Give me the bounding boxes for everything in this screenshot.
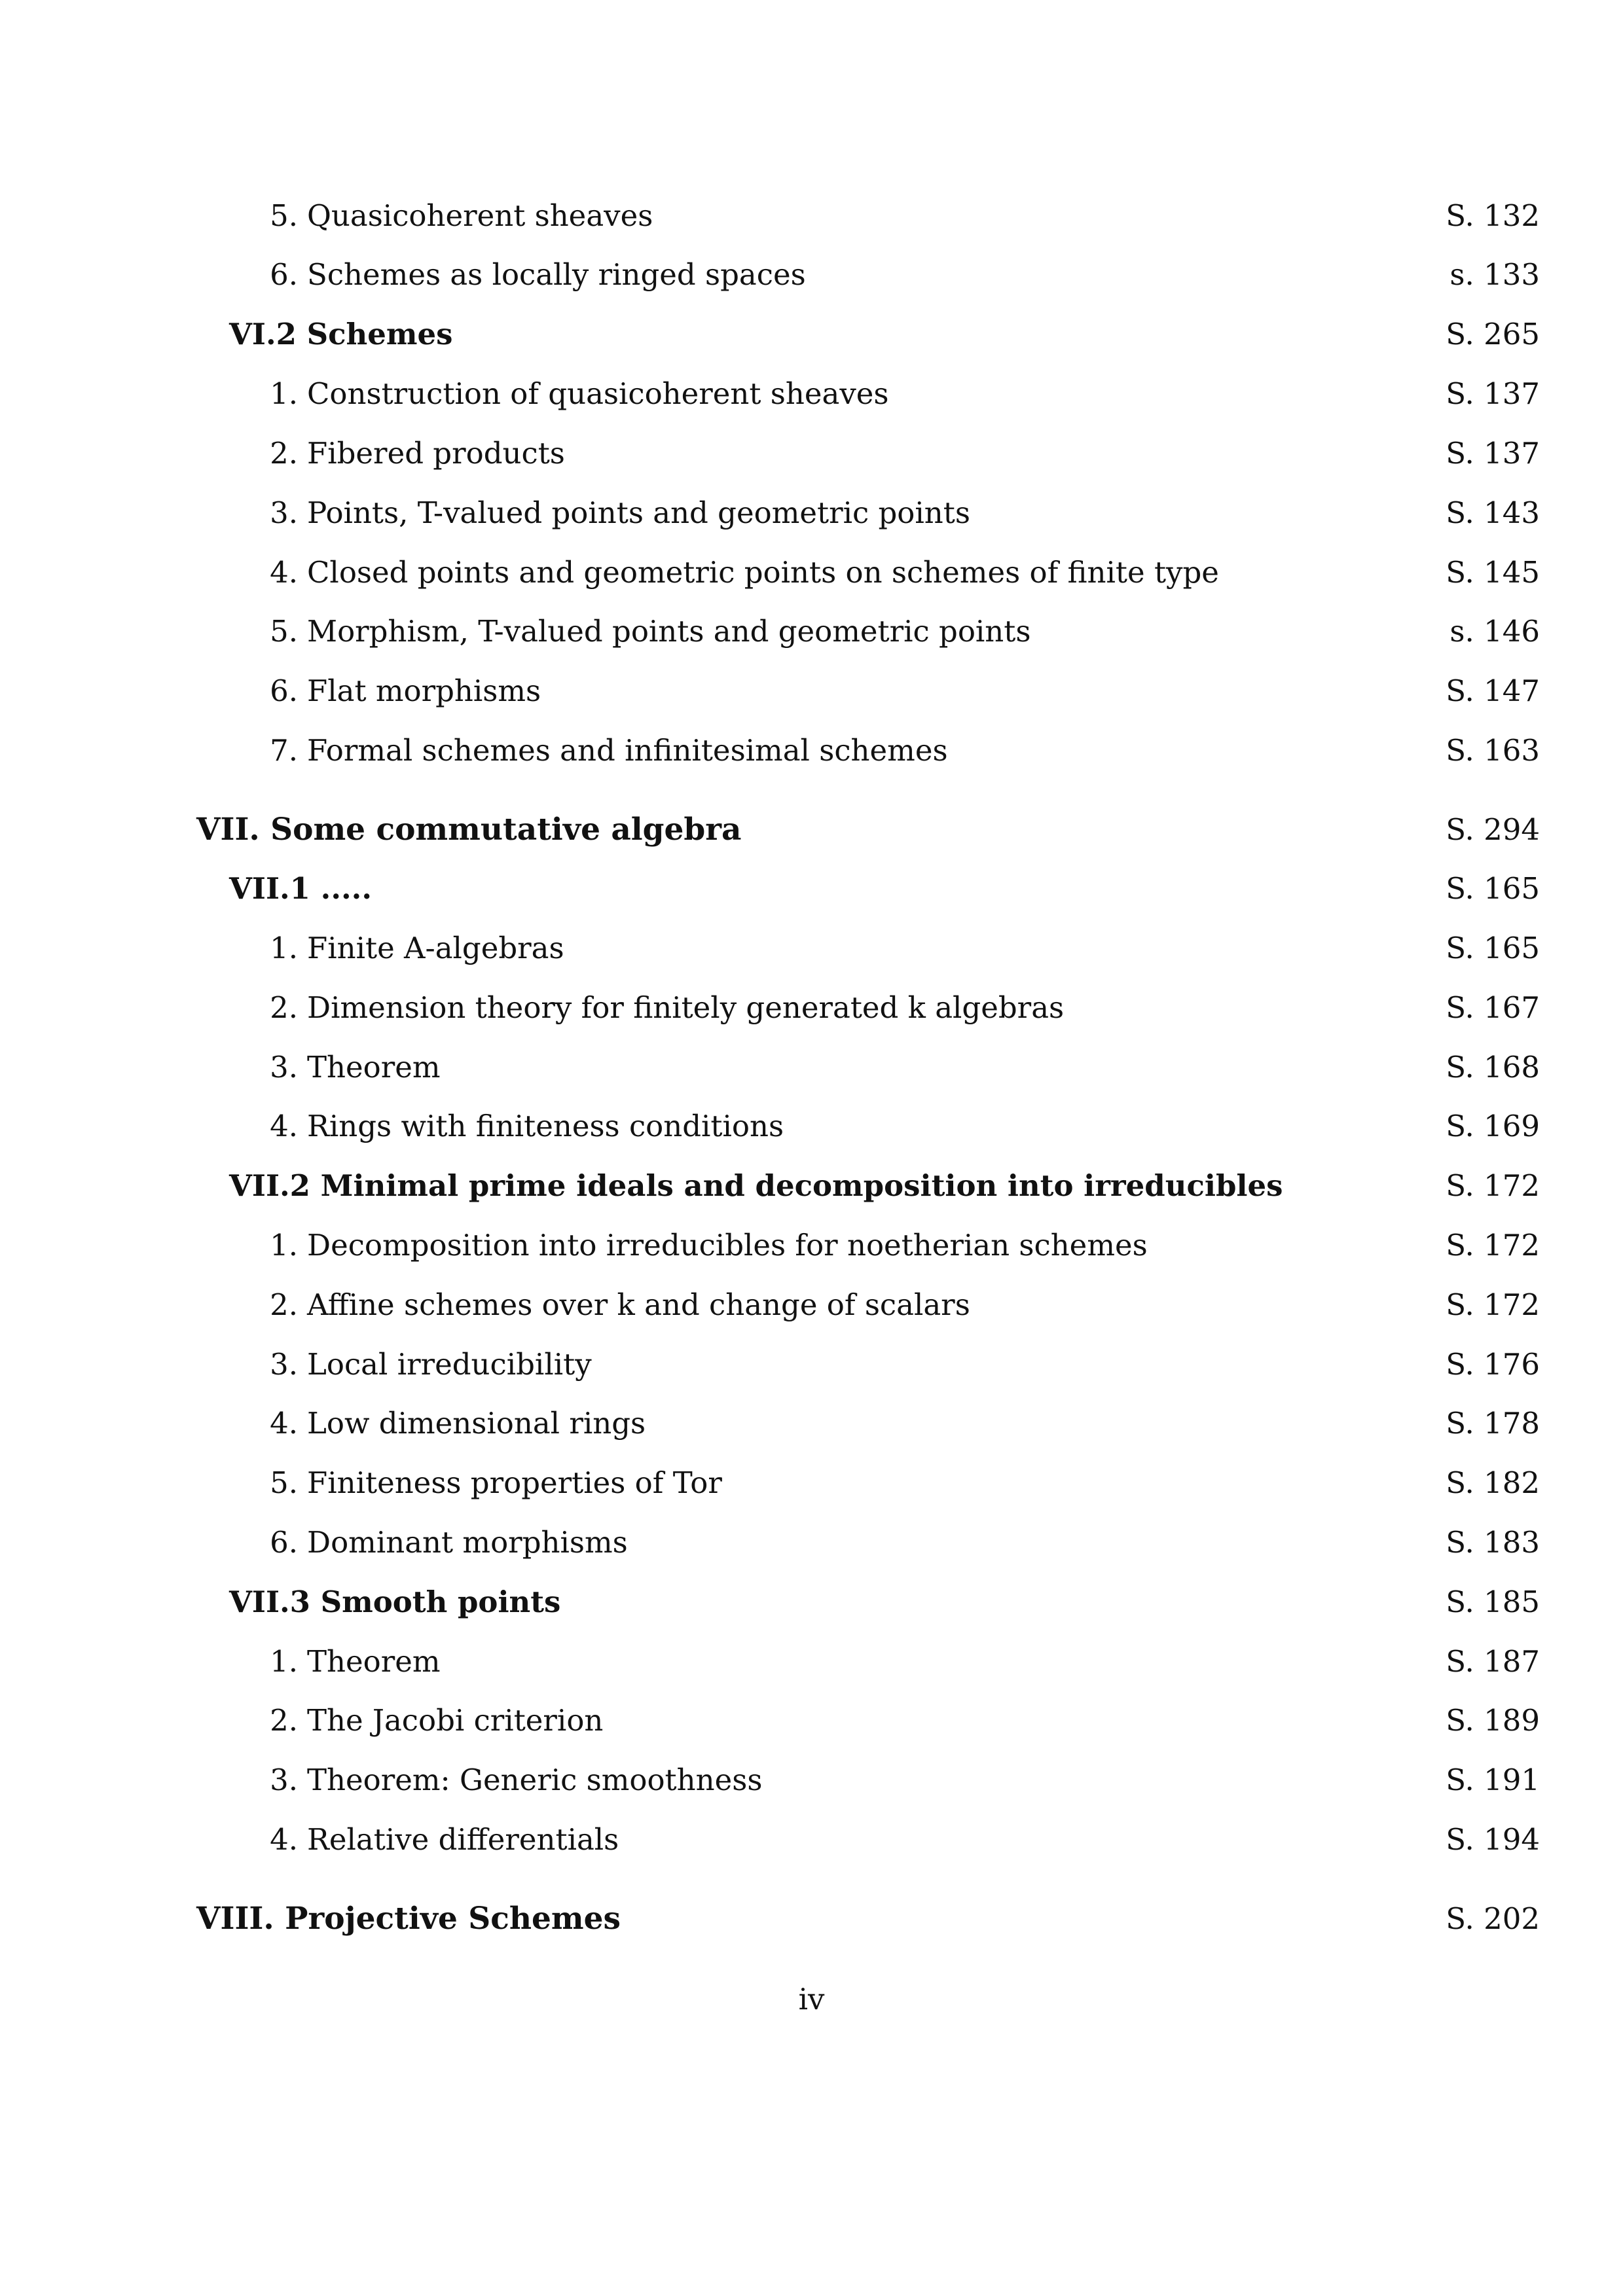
toc-entry-item [0, 543, 1623, 602]
toc-entry-section [0, 305, 1623, 364]
toc-entry-item [0, 721, 1623, 780]
toc-entry-title: Formal schemes and infinitesimal schemes [307, 733, 948, 768]
toc-entry-page: S. 172 [1446, 1168, 1540, 1203]
toc-entry-item [0, 978, 1623, 1037]
toc-entry-number: 4. [270, 1406, 298, 1441]
toc-entry-item [0, 1038, 1623, 1097]
toc-entry-item [0, 1335, 1623, 1394]
toc-entry-title: Morphism, T-valued points and geometric points [307, 614, 1031, 649]
toc-entry-page: S. 168 [1446, 1050, 1540, 1085]
toc-entry-item [0, 1810, 1623, 1869]
toc-entry-label [259, 662, 541, 721]
toc-entry-page: S. 137 [1446, 376, 1540, 411]
toc-entry-number: 5. [270, 614, 298, 649]
toc-entry-page: S. 143 [1446, 495, 1540, 530]
toc-entry-page: S. 202 [1446, 1901, 1540, 1936]
toc-entry-label [259, 365, 889, 423]
toc-entry-page: S. 137 [1446, 436, 1540, 471]
toc-entry-title: Flat morphisms [307, 673, 541, 708]
toc-entry-label [259, 1751, 762, 1810]
toc-entry-number: 3. [270, 495, 298, 530]
toc-entry-label [259, 1038, 441, 1097]
toc-entry-title: VII.3 Smooth points [229, 1585, 561, 1619]
toc-entry-title: Dominant morphisms [307, 1525, 628, 1560]
toc-entry-label [259, 484, 970, 543]
toc-entry-label [259, 187, 653, 245]
toc-entry-title: Schemes as locally ringed spaces [307, 257, 806, 292]
toc-entry-page: S. 165 [1446, 931, 1540, 965]
toc-entry-page: S. 165 [1446, 871, 1540, 906]
toc-entry-number: 1. [270, 376, 298, 411]
toc-entry-page: S. 187 [1446, 1644, 1540, 1679]
toc-entry-number: 1. [270, 1228, 298, 1263]
toc-entry-item [0, 424, 1623, 483]
toc-entry-page: S. 191 [1446, 1763, 1540, 1797]
toc-entry-label [229, 1157, 1283, 1215]
toc-entry-page: S. 265 [1446, 317, 1540, 351]
toc-entry-number: 1. [270, 931, 298, 965]
toc-entry-number: 6. [270, 257, 298, 292]
toc-entry-chapter [0, 800, 1623, 859]
toc-entry-page: S. 147 [1446, 673, 1540, 708]
toc-entry-label [259, 1097, 784, 1156]
toc-entry-number: 1. [270, 1644, 298, 1679]
toc-entry-page: S. 194 [1446, 1822, 1540, 1857]
toc-entry-label [259, 1513, 628, 1572]
toc-entry-page: S. 178 [1446, 1406, 1540, 1441]
toc-entry-section [0, 859, 1623, 918]
toc-entry-item [0, 1513, 1623, 1572]
toc-entry-title: Relative differentials [307, 1822, 619, 1857]
toc-entry-item [0, 365, 1623, 423]
toc-entry-title: Low dimensional rings [307, 1406, 646, 1441]
toc-entry-chapter [0, 1890, 1623, 1948]
toc-entry-title: Theorem [307, 1644, 441, 1679]
toc-entry-number: 2. [270, 990, 298, 1025]
toc-entry-title: Affine schemes over k and change of scalars [307, 1287, 970, 1322]
toc-entry-label [259, 1276, 970, 1335]
toc-entry-item [0, 919, 1623, 978]
toc-entry-title: Local irreducibility [307, 1347, 592, 1382]
toc-entry-title: VII. Some commutative algebra [196, 812, 742, 848]
toc-entry-title: Rings with finiteness conditions [307, 1109, 784, 1143]
toc-entry-item [0, 245, 1623, 304]
toc-entry-item [0, 1691, 1623, 1750]
toc-entry-label [259, 721, 948, 780]
toc-entry-number: 7. [270, 733, 298, 768]
toc-entry-page: S. 132 [1446, 198, 1540, 233]
toc-entry-number: 3. [270, 1347, 298, 1382]
toc-entry-title: VI.2 Schemes [229, 317, 453, 351]
toc-entry-title: Dimension theory for finitely generated k algebras [307, 990, 1065, 1025]
toc-entry-page: s. 133 [1450, 257, 1540, 292]
toc-entry-number: 5. [270, 1465, 298, 1500]
toc-entry-page: S. 172 [1446, 1287, 1540, 1322]
toc-entry-label [259, 1394, 646, 1453]
toc-entry-section [0, 1573, 1623, 1632]
toc-entry-label [259, 1216, 1148, 1275]
toc-entry-label [229, 859, 372, 918]
toc-entry-title: Closed points and geometric points on schemes of finite type [307, 555, 1219, 590]
toc-entry-page: S. 189 [1446, 1703, 1540, 1738]
toc-entry-title: VII.2 Minimal prime ideals and decomposition into irreducibles [229, 1168, 1283, 1203]
toc-entry-number: 2. [270, 436, 298, 471]
toc-entry-label [259, 424, 565, 483]
toc-entry-label [259, 1454, 722, 1513]
toc-entry-page: S. 182 [1446, 1465, 1540, 1500]
toc-entry-number: 2. [270, 1703, 298, 1738]
toc-entry-page: S. 183 [1446, 1525, 1540, 1560]
toc-entry-label [259, 245, 806, 304]
toc-entry-page: S. 145 [1446, 555, 1540, 590]
toc-entry-page: S. 294 [1446, 812, 1540, 847]
toc-entry-title: Theorem: Generic smoothness [307, 1763, 763, 1797]
page-number: iv [798, 1982, 825, 2017]
toc-entry-title: Fibered products [307, 436, 565, 471]
toc-entry-title: Finite A-algebras [307, 931, 564, 965]
toc-entry-title: Construction of quasicoherent sheaves [307, 376, 889, 411]
toc-entry-label [259, 602, 1030, 661]
toc-entry-item [0, 1276, 1623, 1335]
toc-entry-label [259, 978, 1064, 1037]
toc-entry-label [196, 1890, 621, 1948]
toc-entry-number: 4. [270, 1109, 298, 1143]
toc-entry-title: Quasicoherent sheaves [307, 198, 653, 233]
toc-entry-number: 3. [270, 1050, 298, 1085]
toc-entry-label [259, 1632, 441, 1691]
toc-entry-label [259, 1691, 603, 1750]
toc-entry-page: s. 146 [1450, 614, 1540, 649]
toc-entry-number: 6. [270, 673, 298, 708]
toc-entry-page: S. 167 [1446, 990, 1540, 1025]
toc-entry-label [259, 1810, 619, 1869]
toc-entry-number: 3. [270, 1763, 298, 1797]
toc-entry-label [259, 919, 564, 978]
toc-entry-item [0, 662, 1623, 721]
toc-entry-label [259, 1335, 592, 1394]
toc-entry-item [0, 187, 1623, 245]
toc-entry-page: S. 172 [1446, 1228, 1540, 1263]
toc-entry-title: Points, T-valued points and geometric points [307, 495, 970, 530]
toc-entry-item [0, 1097, 1623, 1156]
toc-entry-page: S. 176 [1446, 1347, 1540, 1382]
toc-entry-item [0, 1394, 1623, 1453]
toc-entry-title: Decomposition into irreducibles for noetherian schemes [307, 1228, 1148, 1263]
toc-entry-number: 2. [270, 1287, 298, 1322]
toc-entry-title: The Jacobi criterion [307, 1703, 604, 1738]
toc-entry-label [196, 800, 742, 859]
toc-entry-page: S. 163 [1446, 733, 1540, 768]
toc-entry-page: S. 185 [1446, 1585, 1540, 1619]
toc-entry-item [0, 484, 1623, 543]
toc-entry-item [0, 602, 1623, 661]
toc-entry-number: 5. [270, 198, 298, 233]
toc-entry-title: VIII. Projective Schemes [196, 1901, 621, 1937]
toc-entry-number: 4. [270, 555, 298, 590]
toc-entry-label [229, 1573, 560, 1632]
toc-entry-page: S. 169 [1446, 1109, 1540, 1143]
toc-entry-label [229, 305, 452, 364]
toc-entry-number: 6. [270, 1525, 298, 1560]
toc-entry-title: VII.1 ..... [229, 871, 372, 906]
toc-entry-title: Theorem [307, 1050, 441, 1085]
toc-entry-item [0, 1216, 1623, 1275]
toc-entry-label [259, 543, 1219, 602]
toc-entry-item [0, 1751, 1623, 1810]
toc-entry-title: Finiteness properties of Tor [307, 1465, 722, 1500]
toc-entry-item [0, 1454, 1623, 1513]
toc-entry-item [0, 1632, 1623, 1691]
toc-entry-number: 4. [270, 1822, 298, 1857]
toc-entry-section [0, 1157, 1623, 1215]
